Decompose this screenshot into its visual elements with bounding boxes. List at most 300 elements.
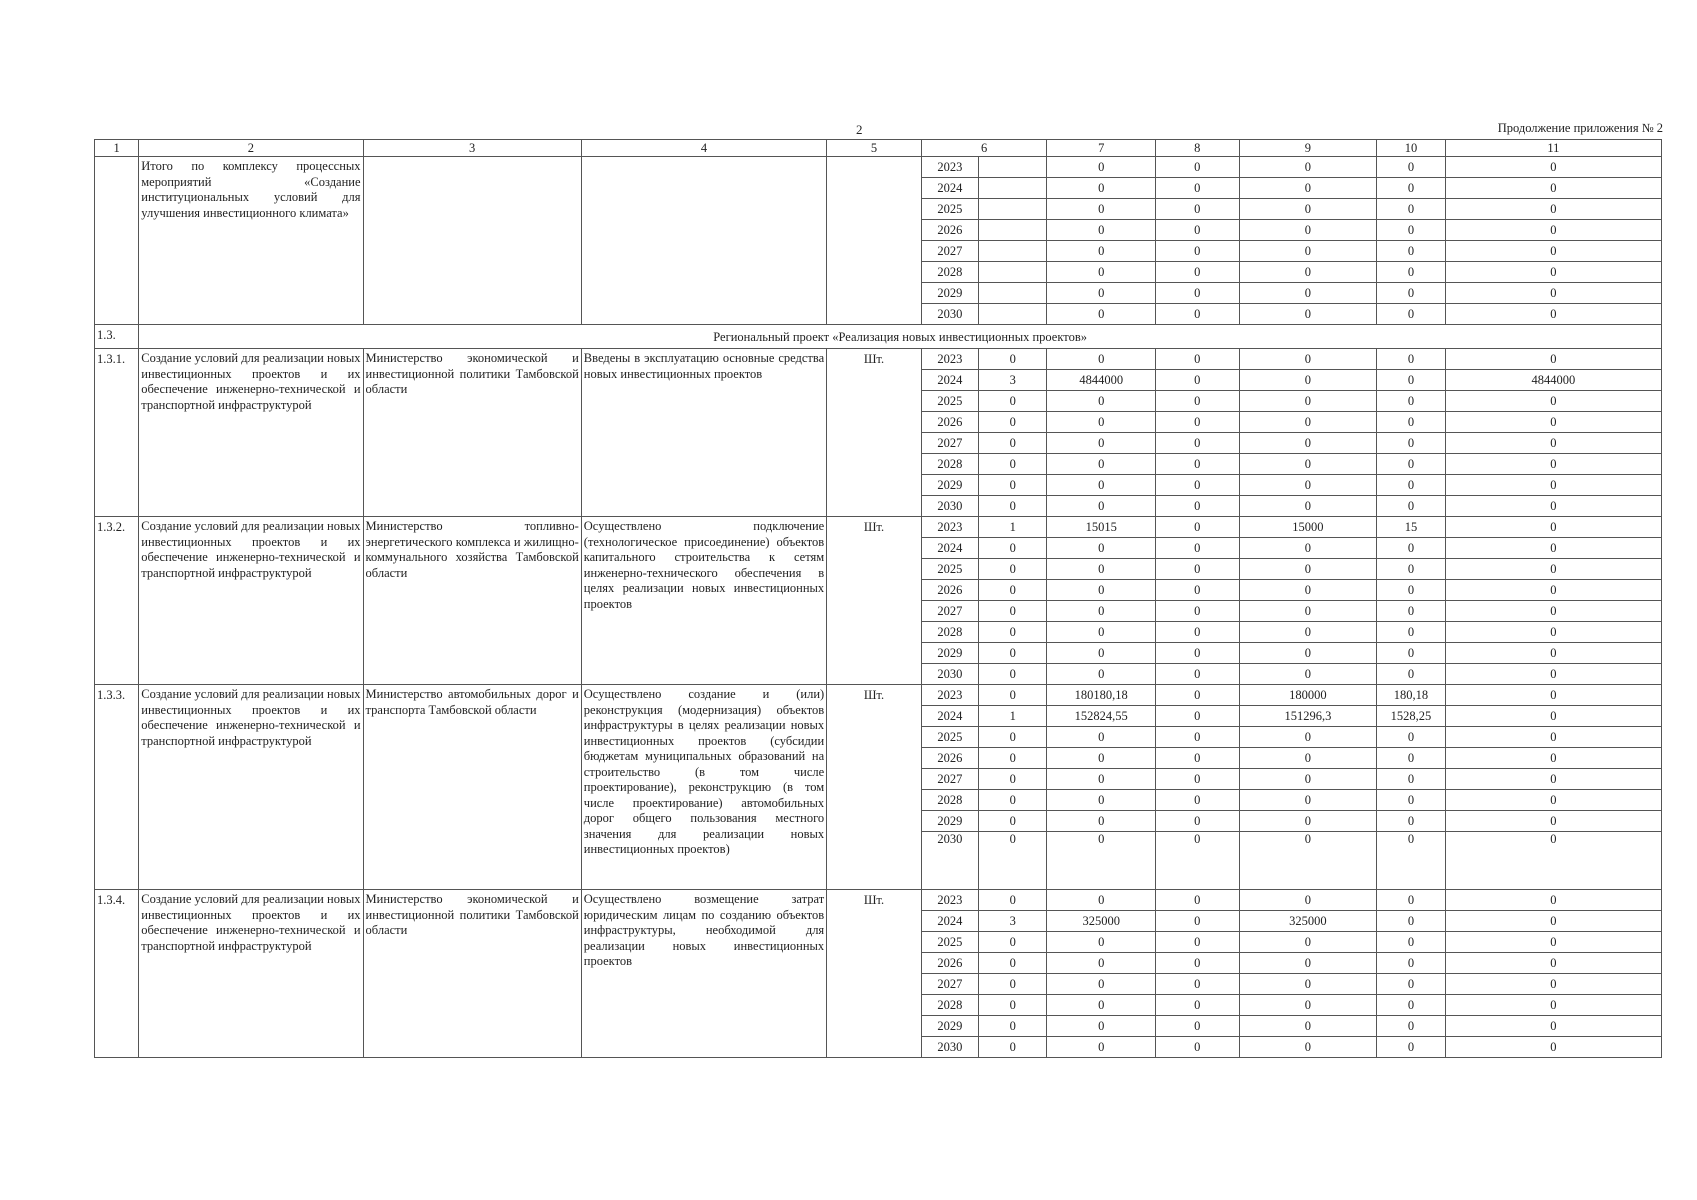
year-cell: 2026 (921, 748, 978, 769)
value-cell-c9: 0 (1239, 412, 1377, 433)
value-cell-c7: 0 (1047, 475, 1156, 496)
value-cell-c7: 4844000 (1047, 370, 1156, 391)
value-cell-c7: 0 (1047, 454, 1156, 475)
value-cell-c9: 0 (1239, 157, 1377, 178)
value-cell-c8: 0 (1156, 622, 1239, 643)
value-cell-c6: 0 (979, 953, 1047, 974)
project-name-cell: Создание условий для реализации новых инвестиционных проектов и их обеспечение инженерно-технической и транспортной инфраструктурой (139, 685, 363, 890)
value-cell-c8: 0 (1156, 685, 1239, 706)
value-cell-c6: 0 (979, 559, 1047, 580)
value-cell-c7: 0 (1047, 157, 1156, 178)
value-cell-c10: 0 (1377, 974, 1445, 995)
year-cell: 2026 (921, 412, 978, 433)
value-cell-c9: 0 (1239, 538, 1377, 559)
value-cell-c9: 0 (1239, 496, 1377, 517)
value-cell-c10: 0 (1377, 475, 1445, 496)
value-cell-c10: 0 (1377, 262, 1445, 283)
value-cell-c9: 325000 (1239, 911, 1377, 932)
header-cell: 7 (1047, 140, 1156, 157)
value-cell-c11: 0 (1445, 790, 1661, 811)
year-cell: 2023 (921, 890, 978, 911)
value-cell-c10: 0 (1377, 496, 1445, 517)
value-cell-c6 (979, 220, 1047, 241)
year-cell: 2029 (921, 283, 978, 304)
project-row (95, 890, 1662, 911)
value-cell-c9: 0 (1239, 643, 1377, 664)
value-cell-c8: 0 (1156, 220, 1239, 241)
appendix-table (94, 139, 1662, 1058)
value-cell-c11: 0 (1445, 157, 1661, 178)
value-cell-c10: 0 (1377, 664, 1445, 685)
value-cell-c11: 0 (1445, 412, 1661, 433)
total-number-cell (95, 157, 139, 325)
table-body (95, 140, 1662, 1058)
project-name-cell: Создание условий для реализации новых инвестиционных проектов и их обеспечение инженерно-технической и транспортной инфраструктурой (139, 517, 363, 685)
value-cell-c11: 0 (1445, 538, 1661, 559)
value-cell-c10: 0 (1377, 391, 1445, 412)
unit-cell: Шт. (827, 890, 922, 1058)
value-cell-c8: 0 (1156, 601, 1239, 622)
total-responsible-cell (363, 157, 581, 325)
value-cell-c7: 0 (1047, 811, 1156, 832)
value-cell-c11: 0 (1445, 178, 1661, 199)
year-cell: 2025 (921, 559, 978, 580)
value-cell-c8: 0 (1156, 811, 1239, 832)
value-cell-c10: 1528,25 (1377, 706, 1445, 727)
value-cell-c11: 0 (1445, 580, 1661, 601)
value-cell-c8: 0 (1156, 496, 1239, 517)
year-cell: 2027 (921, 241, 978, 262)
value-cell-c7: 0 (1047, 790, 1156, 811)
value-cell-c10: 0 (1377, 622, 1445, 643)
value-cell-c7: 0 (1047, 890, 1156, 911)
value-cell-c6: 0 (979, 496, 1047, 517)
value-cell-c7: 0 (1047, 601, 1156, 622)
value-cell-c7: 0 (1047, 412, 1156, 433)
total-name-cell: Итого по комплексу процессных мероприятий «Создание институциональных условий для улучшения инвестиционного климата» (139, 157, 363, 325)
value-cell-c6: 0 (979, 622, 1047, 643)
value-cell-c9: 0 (1239, 370, 1377, 391)
value-cell-c9: 0 (1239, 241, 1377, 262)
value-cell-c9: 180000 (1239, 685, 1377, 706)
value-cell-c10: 0 (1377, 304, 1445, 325)
year-cell: 2024 (921, 706, 978, 727)
header-cell: 8 (1156, 140, 1239, 157)
value-cell-c7: 0 (1047, 241, 1156, 262)
value-cell-c9: 0 (1239, 622, 1377, 643)
value-cell-c8: 0 (1156, 580, 1239, 601)
value-cell-c11: 0 (1445, 1037, 1661, 1058)
value-cell-c6: 0 (979, 412, 1047, 433)
value-cell-c9: 0 (1239, 475, 1377, 496)
value-cell-c7: 0 (1047, 974, 1156, 995)
value-cell-c10: 0 (1377, 454, 1445, 475)
value-cell-c8: 0 (1156, 932, 1239, 953)
value-cell-c9: 0 (1239, 220, 1377, 241)
year-cell: 2023 (921, 349, 978, 370)
total-unit-cell (827, 157, 922, 325)
value-cell-c11: 0 (1445, 622, 1661, 643)
value-cell-c8: 0 (1156, 790, 1239, 811)
section-number: 1.3. (95, 325, 139, 349)
year-cell: 2030 (921, 304, 978, 325)
value-cell-c6 (979, 304, 1047, 325)
value-cell-c11: 0 (1445, 262, 1661, 283)
value-cell-c9: 0 (1239, 1016, 1377, 1037)
value-cell-c6: 0 (979, 433, 1047, 454)
value-cell-c7: 0 (1047, 391, 1156, 412)
value-cell-c7: 325000 (1047, 911, 1156, 932)
value-cell-c7: 0 (1047, 559, 1156, 580)
value-cell-c8: 0 (1156, 911, 1239, 932)
responsible-cell: Министерство топливно-энергетического комплекса и жилищно-коммунального хозяйства Тамбовской области (363, 517, 581, 685)
value-cell-c6: 1 (979, 706, 1047, 727)
year-cell: 2030 (921, 496, 978, 517)
project-number-cell: 1.3.4. (95, 890, 139, 1058)
value-cell-c8: 0 (1156, 995, 1239, 1016)
value-cell-c9: 0 (1239, 454, 1377, 475)
value-cell-c11: 0 (1445, 706, 1661, 727)
value-cell-c9: 0 (1239, 262, 1377, 283)
value-cell-c6 (979, 157, 1047, 178)
value-cell-c8: 0 (1156, 953, 1239, 974)
value-cell-c6: 0 (979, 1016, 1047, 1037)
value-cell-c11: 0 (1445, 832, 1661, 890)
value-cell-c11: 0 (1445, 454, 1661, 475)
value-cell-c6: 3 (979, 370, 1047, 391)
value-cell-c11: 0 (1445, 391, 1661, 412)
value-cell-c11: 0 (1445, 769, 1661, 790)
value-cell-c7: 0 (1047, 643, 1156, 664)
year-cell: 2030 (921, 664, 978, 685)
value-cell-c10: 0 (1377, 811, 1445, 832)
year-cell: 2030 (921, 1037, 978, 1058)
header-cell: 11 (1445, 140, 1661, 157)
value-cell-c7: 0 (1047, 304, 1156, 325)
value-cell-c10: 0 (1377, 580, 1445, 601)
value-cell-c9: 151296,3 (1239, 706, 1377, 727)
value-cell-c8: 0 (1156, 370, 1239, 391)
value-cell-c8: 0 (1156, 454, 1239, 475)
value-cell-c6: 0 (979, 664, 1047, 685)
value-cell-c6: 1 (979, 517, 1047, 538)
year-cell: 2024 (921, 911, 978, 932)
value-cell-c10: 0 (1377, 953, 1445, 974)
value-cell-c8: 0 (1156, 412, 1239, 433)
value-cell-c7: 0 (1047, 178, 1156, 199)
value-cell-c10: 0 (1377, 832, 1445, 890)
value-cell-c8: 0 (1156, 664, 1239, 685)
year-cell: 2023 (921, 685, 978, 706)
value-cell-c9: 0 (1239, 199, 1377, 220)
value-cell-c10: 0 (1377, 199, 1445, 220)
year-cell: 2028 (921, 262, 978, 283)
value-cell-c10: 180,18 (1377, 685, 1445, 706)
value-cell-c8: 0 (1156, 643, 1239, 664)
value-cell-c9: 0 (1239, 391, 1377, 412)
value-cell-c11: 0 (1445, 643, 1661, 664)
unit-cell: Шт. (827, 685, 922, 890)
value-cell-c6: 0 (979, 932, 1047, 953)
value-cell-c11: 0 (1445, 664, 1661, 685)
value-cell-c7: 0 (1047, 932, 1156, 953)
value-cell-c9: 0 (1239, 178, 1377, 199)
value-cell-c7: 0 (1047, 496, 1156, 517)
value-cell-c9: 0 (1239, 283, 1377, 304)
value-cell-c8: 0 (1156, 1037, 1239, 1058)
value-cell-c8: 0 (1156, 517, 1239, 538)
value-cell-c10: 0 (1377, 890, 1445, 911)
value-cell-c7: 0 (1047, 262, 1156, 283)
value-cell-c10: 0 (1377, 220, 1445, 241)
value-cell-c9: 0 (1239, 433, 1377, 454)
value-cell-c11: 4844000 (1445, 370, 1661, 391)
value-cell-c11: 0 (1445, 727, 1661, 748)
year-cell: 2025 (921, 391, 978, 412)
value-cell-c10: 0 (1377, 283, 1445, 304)
year-cell: 2028 (921, 790, 978, 811)
year-cell: 2029 (921, 811, 978, 832)
year-cell: 2026 (921, 220, 978, 241)
value-cell-c6: 0 (979, 748, 1047, 769)
header-cell: 1 (95, 140, 139, 157)
value-cell-c9: 0 (1239, 790, 1377, 811)
value-cell-c6: 0 (979, 601, 1047, 622)
value-cell-c7: 0 (1047, 538, 1156, 559)
value-cell-c6: 0 (979, 727, 1047, 748)
value-cell-c6: 0 (979, 890, 1047, 911)
value-cell-c7: 0 (1047, 727, 1156, 748)
project-row (95, 685, 1662, 706)
project-name-cell: Создание условий для реализации новых инвестиционных проектов и их обеспечение инженерно-технической и транспортной инфраструктурой (139, 349, 363, 517)
value-cell-c9: 0 (1239, 811, 1377, 832)
value-cell-c10: 0 (1377, 1037, 1445, 1058)
value-cell-c8: 0 (1156, 974, 1239, 995)
year-cell: 2024 (921, 370, 978, 391)
year-cell: 2030 (921, 832, 978, 890)
value-cell-c7: 0 (1047, 748, 1156, 769)
year-cell: 2025 (921, 932, 978, 953)
project-name-cell: Создание условий для реализации новых инвестиционных проектов и их обеспечение инженерно-технической и транспортной инфраструктурой (139, 890, 363, 1058)
header-cell: 4 (581, 140, 826, 157)
year-cell: 2028 (921, 622, 978, 643)
year-cell: 2025 (921, 727, 978, 748)
year-cell: 2027 (921, 601, 978, 622)
value-cell-c11: 0 (1445, 496, 1661, 517)
value-cell-c8: 0 (1156, 349, 1239, 370)
year-cell: 2024 (921, 538, 978, 559)
value-cell-c7: 0 (1047, 664, 1156, 685)
value-cell-c9: 0 (1239, 1037, 1377, 1058)
page-number: 2 (856, 122, 863, 137)
value-cell-c9: 0 (1239, 601, 1377, 622)
value-cell-c10: 0 (1377, 769, 1445, 790)
header-cell: 10 (1377, 140, 1445, 157)
year-cell: 2025 (921, 199, 978, 220)
value-cell-c9: 0 (1239, 890, 1377, 911)
value-cell-c6: 0 (979, 391, 1047, 412)
header-cell: 3 (363, 140, 581, 157)
value-cell-c9: 0 (1239, 304, 1377, 325)
value-cell-c11: 0 (1445, 304, 1661, 325)
value-cell-c11: 0 (1445, 811, 1661, 832)
value-cell-c10: 0 (1377, 601, 1445, 622)
value-cell-c9: 0 (1239, 995, 1377, 1016)
value-cell-c11: 0 (1445, 349, 1661, 370)
value-cell-c11: 0 (1445, 995, 1661, 1016)
value-cell-c9: 0 (1239, 953, 1377, 974)
project-number-cell: 1.3.1. (95, 349, 139, 517)
value-cell-c11: 0 (1445, 974, 1661, 995)
value-cell-c7: 0 (1047, 433, 1156, 454)
value-cell-c9: 0 (1239, 664, 1377, 685)
value-cell-c10: 0 (1377, 178, 1445, 199)
value-cell-c8: 0 (1156, 391, 1239, 412)
value-cell-c11: 0 (1445, 559, 1661, 580)
value-cell-c7: 0 (1047, 349, 1156, 370)
value-cell-c8: 0 (1156, 832, 1239, 890)
value-cell-c6: 0 (979, 685, 1047, 706)
value-cell-c6 (979, 262, 1047, 283)
value-cell-c7: 0 (1047, 580, 1156, 601)
value-cell-c6: 0 (979, 769, 1047, 790)
value-cell-c6: 0 (979, 790, 1047, 811)
value-cell-c7: 0 (1047, 622, 1156, 643)
value-cell-c8: 0 (1156, 706, 1239, 727)
value-cell-c11: 0 (1445, 601, 1661, 622)
value-cell-c10: 0 (1377, 643, 1445, 664)
value-cell-c7: 0 (1047, 953, 1156, 974)
value-cell-c9: 0 (1239, 580, 1377, 601)
value-cell-c11: 0 (1445, 953, 1661, 974)
value-cell-c9: 0 (1239, 727, 1377, 748)
header-row (95, 140, 1662, 157)
header-cell: 9 (1239, 140, 1377, 157)
responsible-cell: Министерство автомобильных дорог и транспорта Тамбовской области (363, 685, 581, 890)
value-cell-c10: 0 (1377, 412, 1445, 433)
value-cell-c11: 0 (1445, 932, 1661, 953)
project-number-cell: 1.3.3. (95, 685, 139, 890)
value-cell-c7: 0 (1047, 283, 1156, 304)
value-cell-c7: 0 (1047, 995, 1156, 1016)
value-cell-c11: 0 (1445, 911, 1661, 932)
value-cell-c11: 0 (1445, 1016, 1661, 1037)
value-cell-c10: 0 (1377, 370, 1445, 391)
year-cell: 2024 (921, 178, 978, 199)
header-cell: 6 (921, 140, 1047, 157)
value-cell-c10: 0 (1377, 1016, 1445, 1037)
value-cell-c9: 0 (1239, 974, 1377, 995)
value-cell-c10: 0 (1377, 995, 1445, 1016)
value-cell-c6: 3 (979, 911, 1047, 932)
value-cell-c9: 0 (1239, 559, 1377, 580)
value-cell-c10: 0 (1377, 727, 1445, 748)
value-cell-c11: 0 (1445, 685, 1661, 706)
value-cell-c7: 152824,55 (1047, 706, 1156, 727)
value-cell-c8: 0 (1156, 559, 1239, 580)
value-cell-c6: 0 (979, 475, 1047, 496)
value-cell-c7: 0 (1047, 769, 1156, 790)
result-cell: Осуществлено создание и (или) реконструкция (модернизация) объектов инфраструктуры в целях реализации новых инвестиционных проектов (субсидии бюджетам муниципальных образований на строительство (в том числе проектирование), реконструкцию (в том числе проектирование) автомобильных дорог общего пользования местного значения для реализации новых инвестиционных проектов) (581, 685, 826, 890)
continuation-note: Продолжение приложения № 2 (1497, 121, 1663, 135)
section-title: Региональный проект «Реализация новых инвестиционных проектов» (139, 325, 1662, 349)
value-cell-c8: 0 (1156, 262, 1239, 283)
value-cell-c11: 0 (1445, 241, 1661, 262)
section-row (95, 325, 1662, 349)
value-cell-c10: 0 (1377, 241, 1445, 262)
year-cell: 2027 (921, 974, 978, 995)
value-cell-c7: 0 (1047, 832, 1156, 890)
value-cell-c11: 0 (1445, 890, 1661, 911)
value-cell-c10: 0 (1377, 433, 1445, 454)
value-cell-c11: 0 (1445, 283, 1661, 304)
value-cell-c8: 0 (1156, 157, 1239, 178)
value-cell-c7: 0 (1047, 1016, 1156, 1037)
result-cell: Осуществлено подключение (технологическое присоединение) объектов капитального строительства к сетям инженерно-технического обеспечения в целях реализации новых инвестиционных проектов (581, 517, 826, 685)
value-cell-c6: 0 (979, 580, 1047, 601)
value-cell-c6: 0 (979, 349, 1047, 370)
value-cell-c6 (979, 283, 1047, 304)
year-cell: 2027 (921, 769, 978, 790)
project-number-cell: 1.3.2. (95, 517, 139, 685)
value-cell-c10: 0 (1377, 349, 1445, 370)
value-cell-c6: 0 (979, 811, 1047, 832)
value-cell-c6: 0 (979, 643, 1047, 664)
value-cell-c6 (979, 199, 1047, 220)
value-cell-c8: 0 (1156, 178, 1239, 199)
value-cell-c7: 15015 (1047, 517, 1156, 538)
year-cell: 2029 (921, 643, 978, 664)
value-cell-c7: 180180,18 (1047, 685, 1156, 706)
result-cell: Введены в эксплуатацию основные средства новых инвестиционных проектов (581, 349, 826, 517)
total-result-cell (581, 157, 826, 325)
project-row (95, 517, 1662, 538)
value-cell-c10: 0 (1377, 559, 1445, 580)
value-cell-c8: 0 (1156, 769, 1239, 790)
value-cell-c10: 15 (1377, 517, 1445, 538)
value-cell-c8: 0 (1156, 475, 1239, 496)
value-cell-c7: 0 (1047, 220, 1156, 241)
year-cell: 2026 (921, 580, 978, 601)
value-cell-c8: 0 (1156, 538, 1239, 559)
value-cell-c9: 0 (1239, 748, 1377, 769)
value-cell-c11: 0 (1445, 475, 1661, 496)
value-cell-c11: 0 (1445, 199, 1661, 220)
result-cell: Осуществлено возмещение затрат юридическим лицам по созданию объектов инфраструктуры, необходимой для реализации новых инвестиционных проектов (581, 890, 826, 1058)
header-cell: 2 (139, 140, 363, 157)
year-cell: 2028 (921, 454, 978, 475)
value-cell-c9: 15000 (1239, 517, 1377, 538)
year-cell: 2029 (921, 1016, 978, 1037)
value-cell-c9: 0 (1239, 932, 1377, 953)
value-cell-c10: 0 (1377, 538, 1445, 559)
value-cell-c6: 0 (979, 538, 1047, 559)
header-cell: 5 (827, 140, 922, 157)
value-cell-c6: 0 (979, 1037, 1047, 1058)
year-cell: 2026 (921, 953, 978, 974)
value-cell-c8: 0 (1156, 748, 1239, 769)
value-cell-c8: 0 (1156, 433, 1239, 454)
value-cell-c7: 0 (1047, 199, 1156, 220)
value-cell-c10: 0 (1377, 911, 1445, 932)
value-cell-c10: 0 (1377, 790, 1445, 811)
year-cell: 2028 (921, 995, 978, 1016)
year-cell: 2023 (921, 517, 978, 538)
value-cell-c11: 0 (1445, 220, 1661, 241)
value-cell-c10: 0 (1377, 157, 1445, 178)
value-cell-c10: 0 (1377, 748, 1445, 769)
value-cell-c10: 0 (1377, 932, 1445, 953)
